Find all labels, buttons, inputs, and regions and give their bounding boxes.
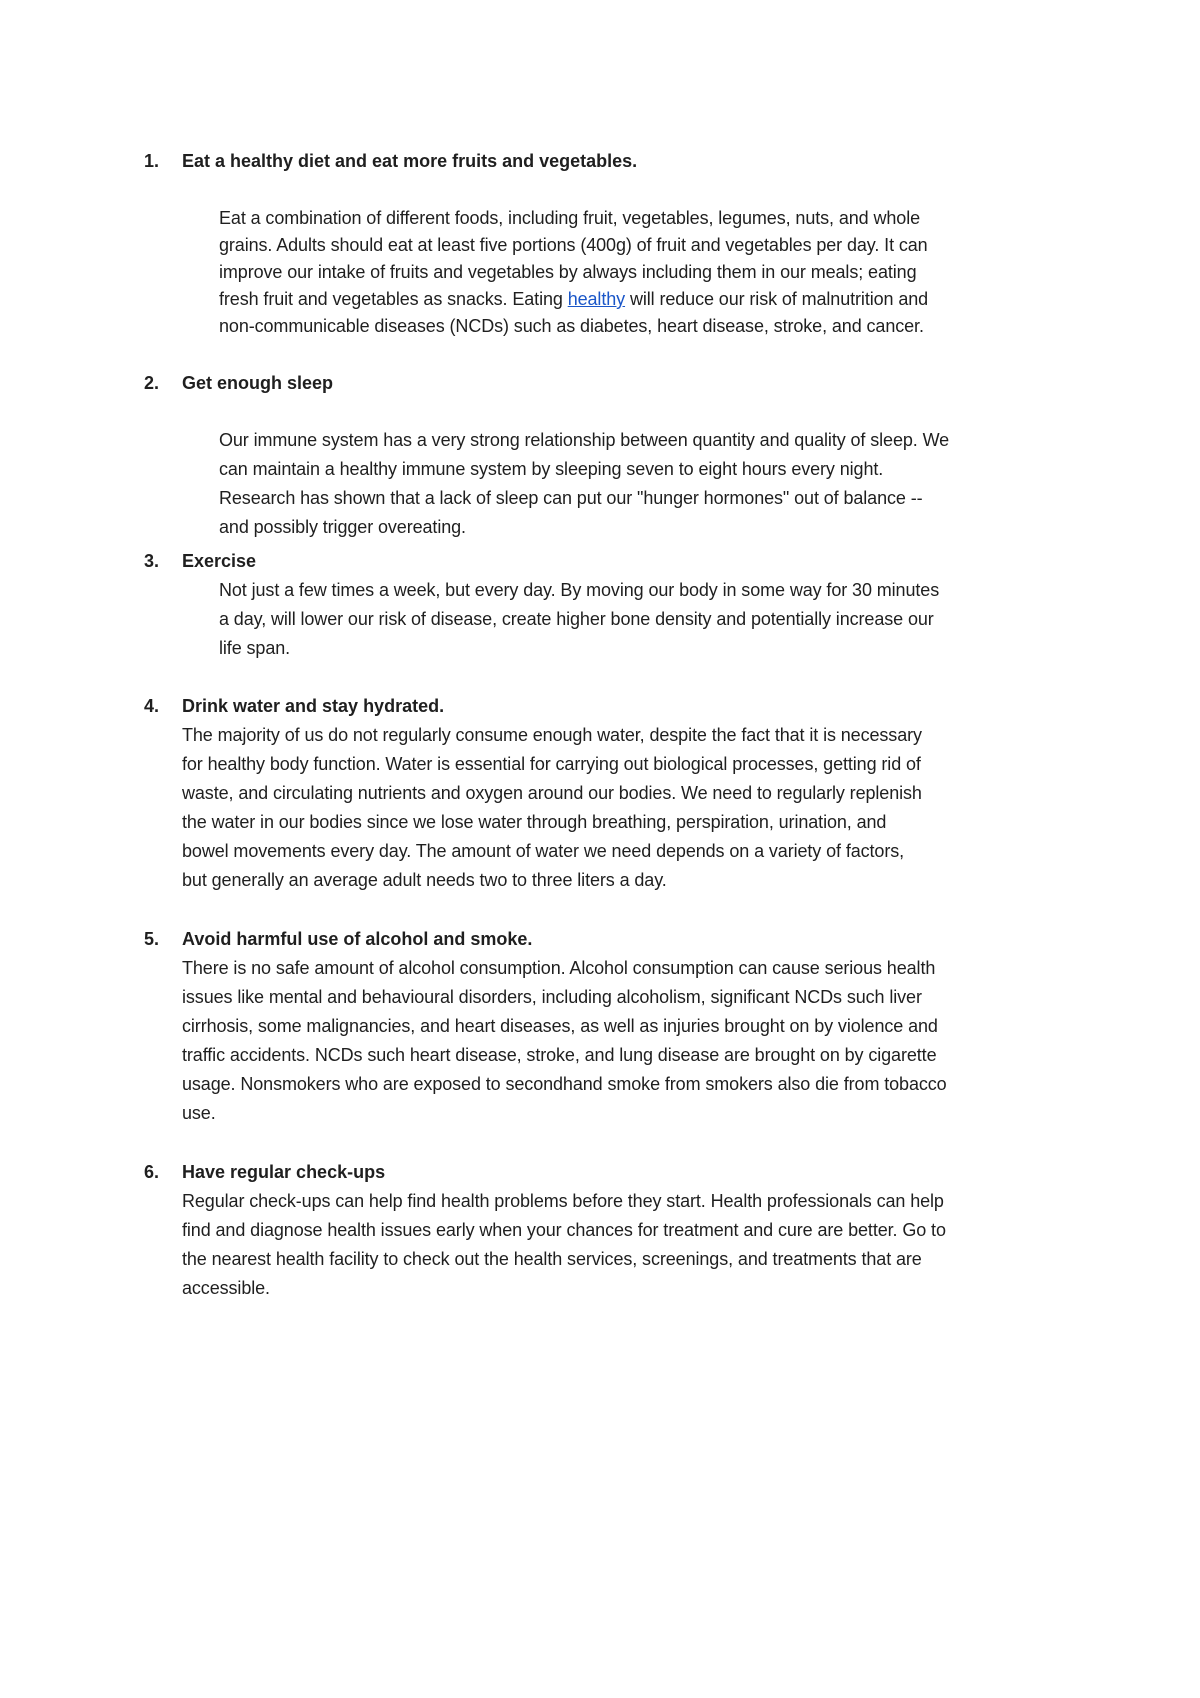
section-body — [219, 426, 1069, 542]
body-line: for healthy body function. Water is essential for carrying out biological processes, getting rid of — [182, 754, 921, 774]
body-text: fresh fruit and vegetables as snacks. Eating — [219, 289, 568, 309]
body-line — [219, 286, 1069, 313]
body-line: improve our intake of fruits and vegetables by always including them in our meals; eating — [219, 262, 917, 282]
body-text: will reduce our risk of malnutrition and — [625, 289, 929, 309]
list-number: 2. — [144, 373, 160, 393]
section-body — [182, 721, 1072, 895]
body-line: a day, will lower our risk of disease, create higher bone density and potentially increase our — [219, 609, 934, 629]
body-line: There is no safe amount of alcohol consumption. Alcohol consumption can cause serious health — [182, 958, 936, 978]
section-heading: Exercise — [182, 551, 257, 571]
section-body — [182, 954, 1072, 1128]
list-number: 4. — [144, 696, 160, 716]
body-line: life span. — [219, 638, 291, 658]
body-line: grains. Adults should eat at least five portions (400g) of fruit and vegetables per day. It can — [219, 235, 928, 255]
body-line: Not just a few times a week, but every day. By moving our body in some way for 30 minutes — [219, 580, 940, 600]
body-line: Eat a combination of different foods, including fruit, vegetables, legumes, nuts, and whole — [219, 208, 921, 228]
section-heading: Drink water and stay hydrated. — [182, 696, 445, 716]
body-line: bowel movements every day. The amount of water we need depends on a variety of factors, — [182, 841, 905, 861]
section-heading: Get enough sleep — [182, 373, 334, 393]
section-heading: Have regular check-ups — [182, 1162, 386, 1182]
body-line: usage. Nonsmokers who are exposed to secondhand smoke from smokers also die from tobacco — [182, 1074, 947, 1094]
body-line: but generally an average adult needs two to three liters a day. — [182, 870, 667, 890]
body-line: cirrhosis, some malignancies, and heart diseases, as well as injuries brought on by violence and — [182, 1016, 938, 1036]
body-line: Research has shown that a lack of sleep can put our "hunger hormones" out of balance -- — [219, 488, 923, 508]
body-line: can maintain a healthy immune system by sleeping seven to eight hours every night. — [219, 459, 884, 479]
body-line: Our immune system has a very strong relationship between quantity and quality of sleep. We — [219, 430, 950, 450]
body-line: non-communicable diseases (NCDs) such as diabetes, heart disease, stroke, and cancer. — [219, 316, 924, 336]
body-line: waste, and circulating nutrients and oxygen around our bodies. We need to regularly replenish — [182, 783, 922, 803]
list-number: 6. — [144, 1162, 160, 1182]
section-heading: Avoid harmful use of alcohol and smoke. — [182, 929, 533, 949]
body-line: use. — [182, 1103, 216, 1123]
healthy-link[interactable]: healthy — [567, 289, 626, 309]
section-body — [182, 1187, 1072, 1303]
list-number: 5. — [144, 929, 160, 949]
section-body — [219, 205, 1069, 340]
list-number: 3. — [144, 551, 160, 571]
body-line: Regular check-ups can help find health problems before they start. Health professionals can help — [182, 1191, 944, 1211]
body-line: accessible. — [182, 1278, 270, 1298]
list-number: 1. — [144, 151, 160, 171]
body-line: issues like mental and behavioural disorders, including alcoholism, significant NCDs such liver — [182, 987, 922, 1007]
body-line: the water in our bodies since we lose water through breathing, perspiration, urination, and — [182, 812, 887, 832]
body-line: find and diagnose health issues early when your chances for treatment and cure are better. Go to — [182, 1220, 946, 1240]
body-line: the nearest health facility to check out the health services, screenings, and treatments that are — [182, 1249, 922, 1269]
section-heading: Eat a healthy diet and eat more fruits and vegetables. — [182, 151, 638, 171]
body-line: and possibly trigger overeating. — [219, 517, 466, 537]
body-line: traffic accidents. NCDs such heart disease, stroke, and lung disease are brought on by cigarette — [182, 1045, 937, 1065]
section-body — [219, 576, 1069, 663]
body-line: The majority of us do not regularly consume enough water, despite the fact that it is necessary — [182, 725, 922, 745]
